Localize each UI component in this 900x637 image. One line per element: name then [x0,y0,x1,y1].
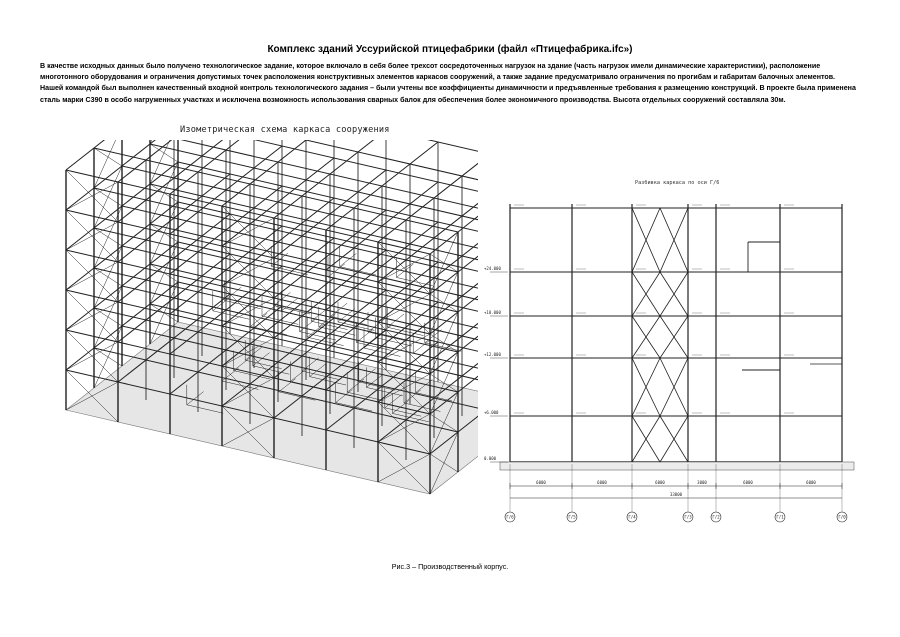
total-dimension: 33000 [669,492,683,497]
axis-label: Г/2 [712,514,720,520]
isometric-frame-drawing [48,140,478,540]
span-dimension: 6000 [806,480,816,485]
span-dimension: 6000 [597,480,607,485]
axis-label: Г/0 [838,514,846,520]
axis-label: Г/5 [568,514,576,520]
elevation-frame-drawing [480,186,860,526]
span-dimension: 6000 [655,480,665,485]
level-mark: +24.000 [484,266,501,271]
isometric-caption: Изометрическая схема каркаса сооружения [180,125,390,135]
axis-label: Г/1 [776,514,784,520]
intro-paragraph: В качестве исходных данных было получено технологическое задание, которое включало в себя более трехсот сосредоточенных нагрузок на здание (часть нагрузок имели динамические характеристики), расположение многотонного оборудования и ограничения допустимых точек расположения конструктивных элементов каркасов сооружений, а также задание предусматривало ограничения по прогибам и габаритам балочных элементов. Нашей командой был выполнен качественный входной контроль технологического задания – были учтены все коэффициенты динамичности и предъявленные требования к размещению конструкций. В проекте была применена сталь марки С390 в особо нагруженных участках и исключена возможность использования сварных балок для обеспечения более экономичного производства. Высота отдельных сооружений составляла 30м. [40,62,856,104]
level-mark: +6.000 [484,410,499,415]
level-mark: 0.000 [484,456,497,461]
axis-label: Г/4 [628,514,636,520]
page-title: Комплекс зданий Уссурийской птицефабрики (файл «Птицефабрика.ifc») [267,44,633,55]
figure-caption: Рис.3 – Производственный корпус. [391,562,509,571]
elevation-caption: Разбивка каркаса по оси Г/6 [635,180,720,186]
axis-label: Г/6 [506,514,514,520]
span-dimension: 6000 [536,480,546,485]
span-dimension: 6000 [743,480,753,485]
level-mark: +12.000 [484,352,501,357]
level-mark: +18.000 [484,310,501,315]
axis-label: Г/3 [684,514,692,520]
span-dimension: 3000 [697,480,707,485]
